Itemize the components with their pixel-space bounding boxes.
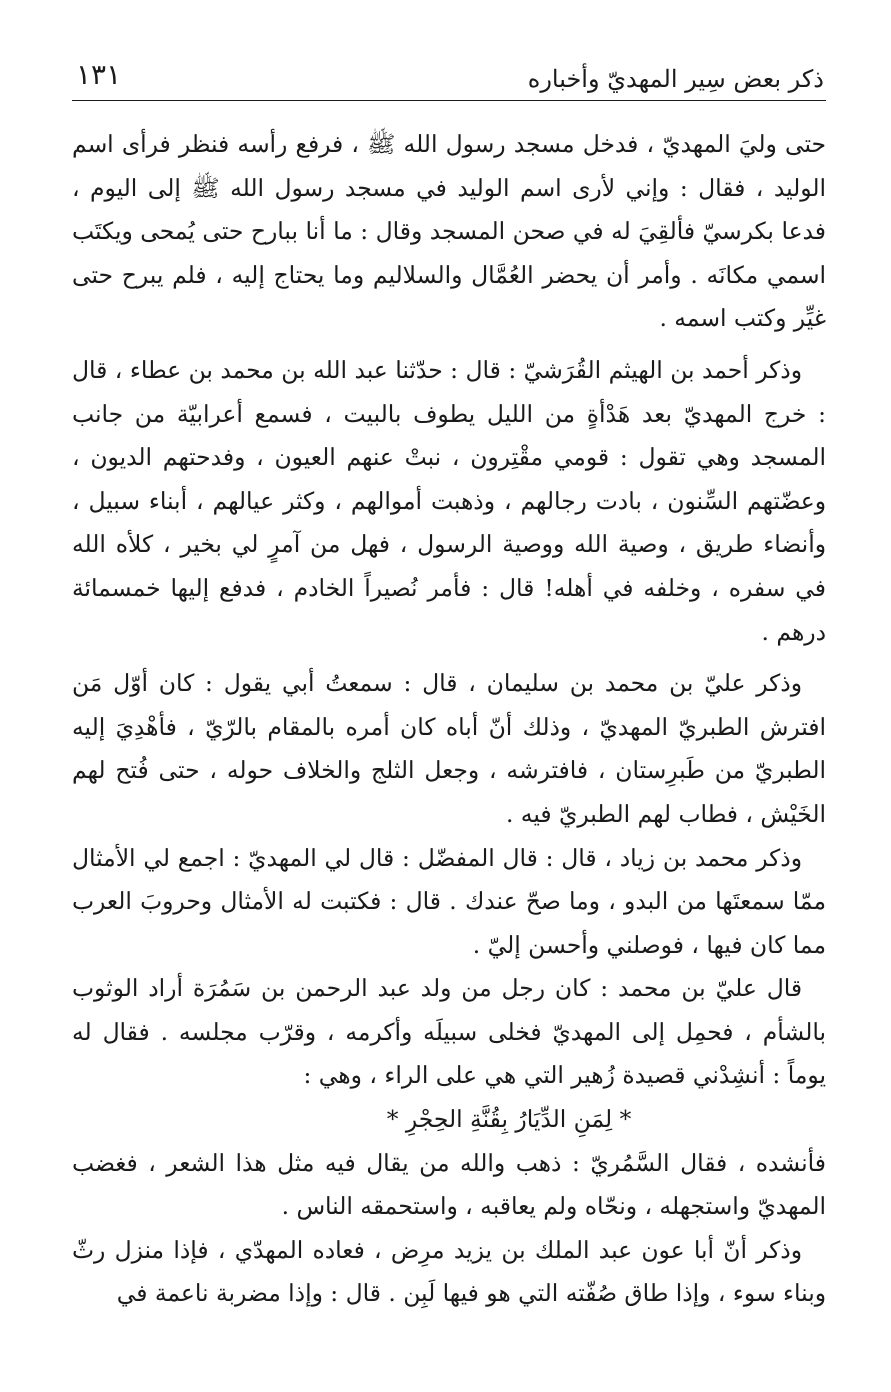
paragraph: قال عليّ بن محمد : كان رجل من ولد عبد الرحمن بن سَمُرَة أراد الوثوب بالشأم ، فحمِل إلى المهديّ فخلى سبيلَه وأكرمه ، وقرّب مجلسه . فقال له يوماً : أنشِدْني قصيدة زُهير التي هي على الراء ، وهي : xyxy=(72,974,826,1090)
book-page xyxy=(72,56,826,1346)
header-title: ذكر بعض سِير المهديّ وأخباره xyxy=(527,65,824,93)
paragraph: فأنشده ، فقال السَّمُريّ : ذهب والله من يقال فيه مثل هذا الشعر ، فغضب المهديّ واستجهله ، ونحّاه ولم يعاقبه ، واستحمقه الناس . xyxy=(72,1148,826,1221)
paragraph: حتى وليَ المهديّ ، فدخل مسجد رسول الله ﷺ ، فرفع رأسه فنظر فرأى اسم الوليد ، فقال : وإني لأرى اسم الوليد في مسجد رسول الله ﷺ إلى اليوم ، فدعا بكرسيّ فألقِيَ له في صحن المسجد وقال : ما أنا ببارح حتى يُمحى ويكتَب اسمي مكانَه . وأمر أن يحضر العُمَّال والسلاليم وما يحتاج إليه ، فلم يبرح حتى غيِّر وكتب اسمه . xyxy=(72,130,826,333)
page-number: ١٣١ xyxy=(76,58,122,91)
paragraph: وذكر أحمد بن الهيثم القُرَشيّ : قال : حدّثنا عبد الله بن محمد بن عطاء ، قال : خرج المهديّ بعد هَدْأةٍ من الليل يطوف بالبيت ، فسمع أعرابيّة من جانب المسجد وهي تقول : قومي مقْتِرون ، نبتْ عنهم العيون ، وفدحتهم الديون ، وعضّتهم السِّنون ، بادت رجالهم ، وذهبت أموالهم ، وكثر عيالهم ، أبناء سبيل ، وأنضاء طريق ، وصية الله ووصية الرسول ، فهل من آمرٍ لي بخير ، كلأه الله في سفره ، وخلفه في أهله! قال : فأمر نُصيراً الخادم ، فدفع إليها خمسمائة درهم . xyxy=(72,355,826,646)
verse-line: * لِمَنِ الدِّيَارُ بِقُنَّةِ الحِجْرِ * xyxy=(386,1105,632,1134)
paragraph: وذكر أنّ أبا عون عبد الملك بن يزيد مرِض ، فعاده المهدّي ، فإذا منزل رثّ وبناء سوء ، وإذا طاق صُفّته التي هو فيها لَبِن . قال : وإذا مضربة ناعمة في xyxy=(72,1235,826,1308)
paragraph: وذكر محمد بن زياد ، قال : قال المفضّل : قال لي المهديّ : اجمع لي الأمثال ممّا سمعتَها من البدو ، وما صحّ عندك . قال : فكتبت له الأمثال وحروبَ العرب مما كان فيها ، فوصلني وأحسن إليّ . xyxy=(72,843,826,959)
running-header xyxy=(72,56,826,101)
paragraph: وذكر عليّ بن محمد بن سليمان ، قال : سمعتُ أبي يقول : كان أوّل مَن افترش الطبريّ المهديّ ، وذلك أنّ أباه كان أمره بالمقام بالرّيّ ، فأهْدِيَ إليه الطبريّ من طَبرِستان ، فافترشه ، وجعل الثلج والخلاف حوله ، حتى فُتح لهم الخَيْش ، فطاب لهم الطبريّ فيه . xyxy=(72,669,826,828)
page-body xyxy=(72,123,826,1316)
